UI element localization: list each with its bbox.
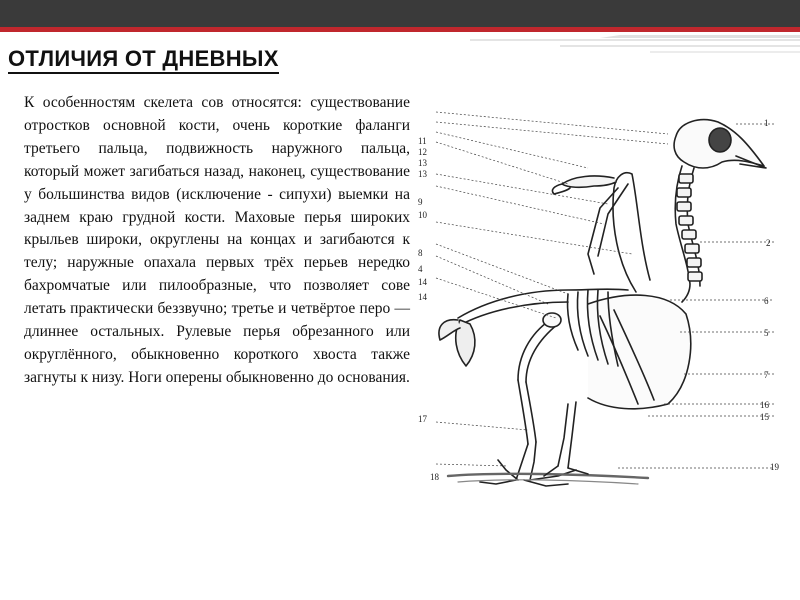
label-6: 6 <box>764 296 769 306</box>
label-9: 9 <box>418 197 423 207</box>
label-1: 1 <box>764 118 769 128</box>
label-4: 4 <box>418 264 423 274</box>
label-11: 11 <box>418 136 427 146</box>
label-13a: 13 <box>418 158 427 168</box>
label-10: 10 <box>418 210 427 220</box>
label-15: 15 <box>760 412 769 422</box>
label-19: 19 <box>770 462 779 472</box>
label-18: 18 <box>430 472 439 482</box>
label-12: 12 <box>418 147 427 157</box>
label-14a: 14 <box>418 277 427 287</box>
slide-title: ОТЛИЧИЯ ОТ ДНЕВНЫХ <box>8 46 279 74</box>
label-7: 7 <box>764 370 769 380</box>
label-5: 5 <box>764 328 769 338</box>
label-2: 2 <box>766 238 771 248</box>
label-16: 16 <box>760 400 769 410</box>
slide-body-text: К особенностям скелета сов относятся: существование отростков основной кости, очень короткие фаланги третьего пальца, подвижность наружного пальца, который может загибаться назад, наконец, существование у большинства видов (исключение - сипухи) выемки на заднем краю грудной кости. Маховые перья широких крыльев широки, округлены на концах и загибаются к телу; наружные опахала первых трёх перьев нередко бахромчатые или пилообразные, что позволяет сове летать практически беззвучно; третье и четвёртое перо — длиннее остальных. Рулевые перья обрезанного или округлённого, обыкновенно короткого хвоста также загнуты к низу. Ноги оперены обыкновенно до основания. <box>24 94 410 386</box>
owl-skeleton-drawing <box>418 104 792 488</box>
label-13b: 13 <box>418 169 427 179</box>
label-17: 17 <box>418 414 427 424</box>
label-8: 8 <box>418 248 423 258</box>
label-14b: 14 <box>418 292 427 302</box>
owl-skeleton-figure <box>418 104 792 488</box>
